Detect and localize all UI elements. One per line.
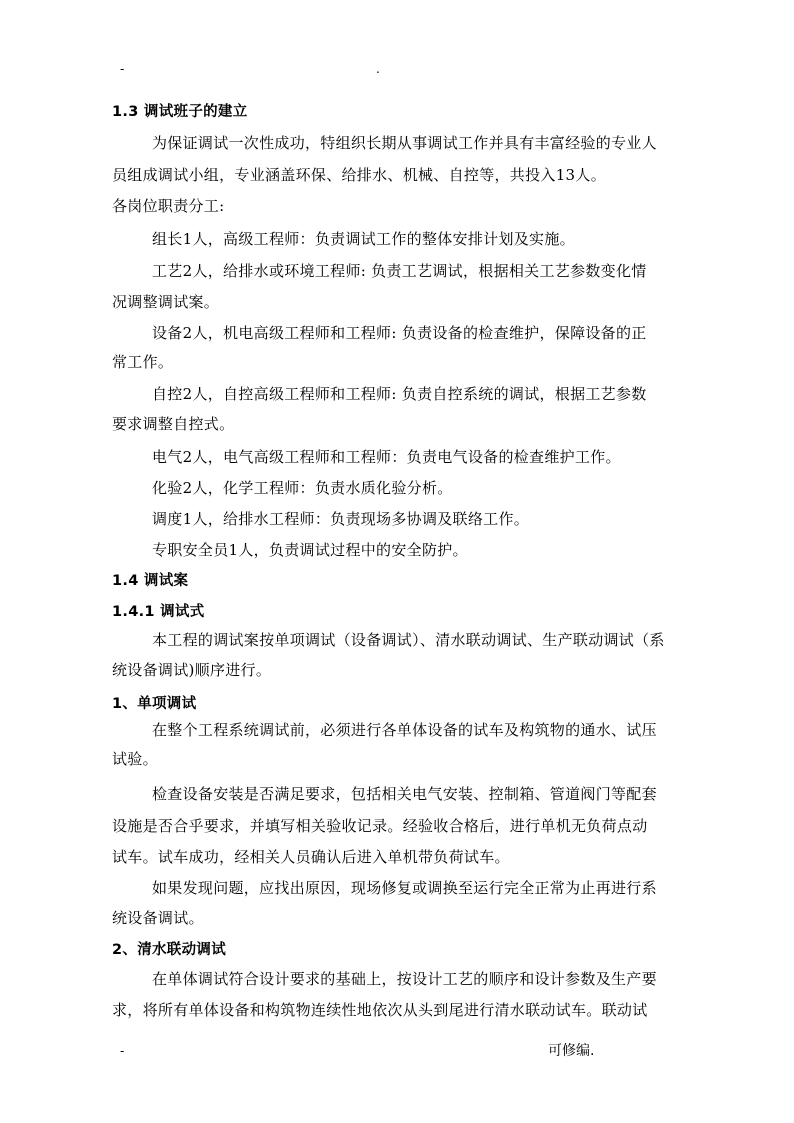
heading-clear-water-test: 2、清水联动调试 [112,942,226,958]
paragraph-line: 常工作。 [112,353,174,371]
paragraph-line: 统设备调试)顺序进行。 [112,661,272,679]
paragraph-line: 组长1人，高级工程师：负责调试工作的整体安排计划及实施。 [152,230,575,248]
paragraph-line: 设施是否合乎要求，并填写相关验收记录。经验收合格后，进行单机无负荷点动 [112,817,648,835]
heading-single-test: 1、单项调试 [112,696,197,712]
paragraph-line: 检查设备安装是否满足要求，包括相关电气安装、控制箱、管道阀门等配套 [152,785,657,803]
paragraph-line: 电气2人，电气高级工程师和工程师：负责电气设备的检查维护工作。 [152,448,621,466]
heading-1-4: 1.4 调试案 [112,573,189,589]
paragraph-line: 在整个工程系统调试前，必须进行各单体设备的试车及构筑物的通水、试压 [152,721,657,739]
paragraph-line: 试车。试车成功，经相关人员确认后进入单机带负荷试车。 [112,848,510,866]
paragraph-line: 化验2人，化学工程师：负责水质化验分析。 [152,479,453,497]
paragraph-line: 如果发现问题，应找出原因，现场修复或调换至运行完全正常为止再进行系 [152,879,657,897]
paragraph-line: 员组成调试小组，专业涵盖环保、给排水、机械、自控等，共投入13人。 [112,166,606,184]
footer-editable-note: 可修编. [548,1043,595,1059]
paragraph-line: 试验。 [112,750,158,768]
paragraph-line: 在单体调试符合设计要求的基础上，按设计工艺的顺序和设计参数及生产要 [152,970,657,988]
paragraph-line: 要求调整自控式。 [112,415,235,433]
paragraph-line: 自控2人，自控高级工程师和工程师: 负责自控系统的调试，根据工艺参数 [152,385,647,403]
header-left-mark: - [120,62,125,76]
paragraph-line: 求，将所有单体设备和构筑物连续性地依次从头到尾进行清水联动试车。联动试 [112,1001,648,1019]
paragraph-line: 专职安全员1人，负责调试过程中的安全防护。 [152,541,468,559]
heading-1-4-1: 1.4.1 调试式 [112,604,205,620]
paragraph-line: 本工程的调试案按单项调试（设备调试）、清水联动调试、生产联动调试（系 [152,631,665,649]
paragraph-line: 设备2人，机电高级工程师和工程师: 负责设备的检查维护，保障设备的正 [152,324,647,342]
paragraph-line: 调度1人，给排水工程师：负责现场多协调及联络工作。 [152,510,530,528]
paragraph-line: 况调整调试案。 [112,293,220,311]
paragraph-line: 工艺2人，给排水或环境工程师: 负责工艺调试，根据相关工艺参数变化情 [152,262,647,280]
footer-left-mark: - [120,1044,125,1058]
header-center-mark: . [376,62,380,76]
paragraph-line: 统设备调试。 [112,909,204,927]
heading-1-3: 1.3 调试班子的建立 [112,104,248,120]
paragraph-line: 各岗位职责分工: [112,197,225,215]
paragraph-line: 为保证调试一次性成功，特组织长期从事调试工作并具有丰富经验的专业人 [152,134,657,152]
